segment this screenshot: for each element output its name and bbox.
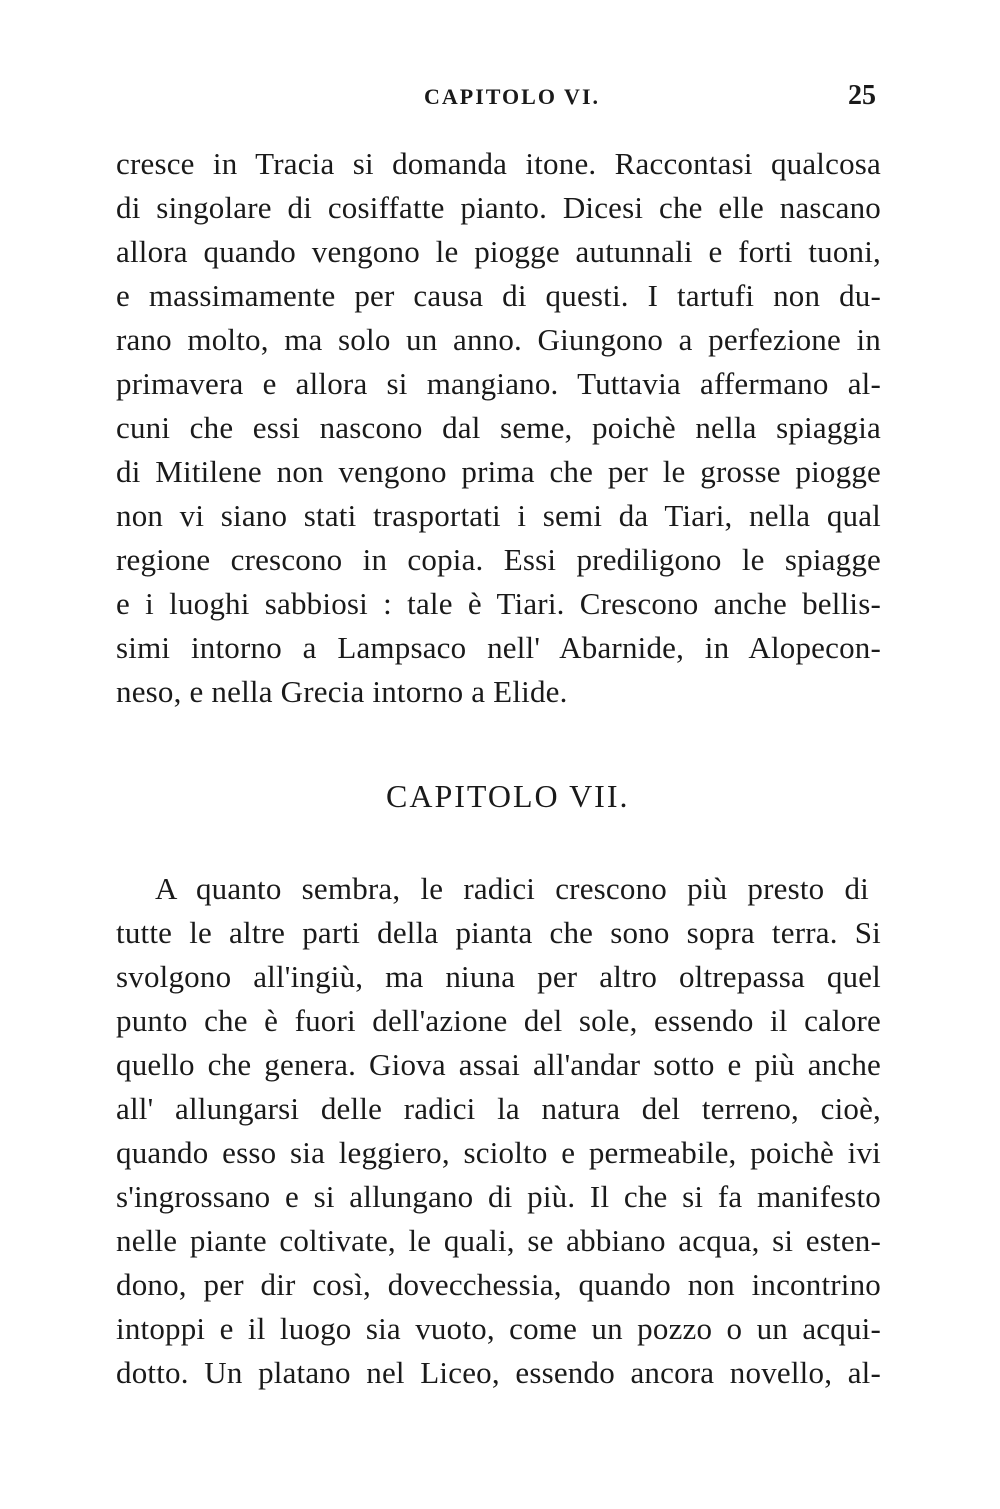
text-line: neso, e nella Grecia intorno a Elide. (116, 674, 568, 709)
running-head: CAPITOLO VI. (424, 84, 601, 109)
text-line: non vi siano stati trasportati i semi da Tiari, nella qual (116, 498, 881, 533)
text-line: di Mitilene non vengono prima che per le grosse piogge (116, 454, 881, 489)
text-line: tutte le altre parti della pianta che sono sopra terra. Si (116, 915, 881, 950)
text-line: intoppi e il luogo sia vuoto, come un pozzo o un acqui- (116, 1311, 881, 1346)
text-line: rano molto, ma solo un anno. Giungono a perfezione in (116, 322, 881, 357)
text-line: s'ingrossano e si allungano di più. Il che si fa manifesto (116, 1179, 881, 1214)
text-line: all' allungarsi delle radici la natura del terreno, cioè, (116, 1091, 881, 1126)
text-line: quando esso sia leggiero, sciolto e permeabile, poichè ivi (116, 1135, 881, 1170)
text-line: di singolare di cosiffatte pianto. Dicesi che elle nascano (116, 190, 881, 225)
text-line: e massimamente per causa di questi. I tartufi non du- (116, 278, 881, 313)
text-line: cuni che essi nascono dal seme, poichè nella spiaggia (116, 410, 881, 445)
text-line: nelle piante coltivate, le quali, se abbiano acqua, si esten- (116, 1223, 881, 1258)
chapter-heading: CAPITOLO VII. (386, 778, 630, 814)
text-line: dotto. Un platano nel Liceo, essendo ancora novello, al- (116, 1355, 881, 1390)
text-line: svolgono all'ingiù, ma niuna per altro oltrepassa quel (116, 959, 881, 994)
text-line: A quanto sembra, le radici crescono più presto di (155, 871, 869, 906)
text-line: dono, per dir così, dovecchessia, quando non incontrino (116, 1267, 881, 1302)
text-line: cresce in Tracia si domanda itone. Raccontasi qualcosa (116, 146, 881, 181)
text-line: punto che è fuori dell'azione del sole, essendo il calore (116, 1003, 881, 1038)
text-line: regione crescono in copia. Essi prediligono le spiagge (116, 542, 881, 577)
text-line: primavera e allora si mangiano. Tuttavia affermano al- (116, 366, 881, 401)
page-number: 25 (848, 80, 876, 111)
text-line: simi intorno a Lampsaco nell' Abarnide, in Alopecon- (116, 630, 881, 665)
text-line: allora quando vengono le piogge autunnali e forti tuoni, (116, 234, 881, 269)
text-line: quello che genera. Giova assai all'andar sotto e più anche (116, 1047, 881, 1082)
text-line: e i luoghi sabbiosi : tale è Tiari. Crescono anche bellis- (116, 586, 881, 621)
